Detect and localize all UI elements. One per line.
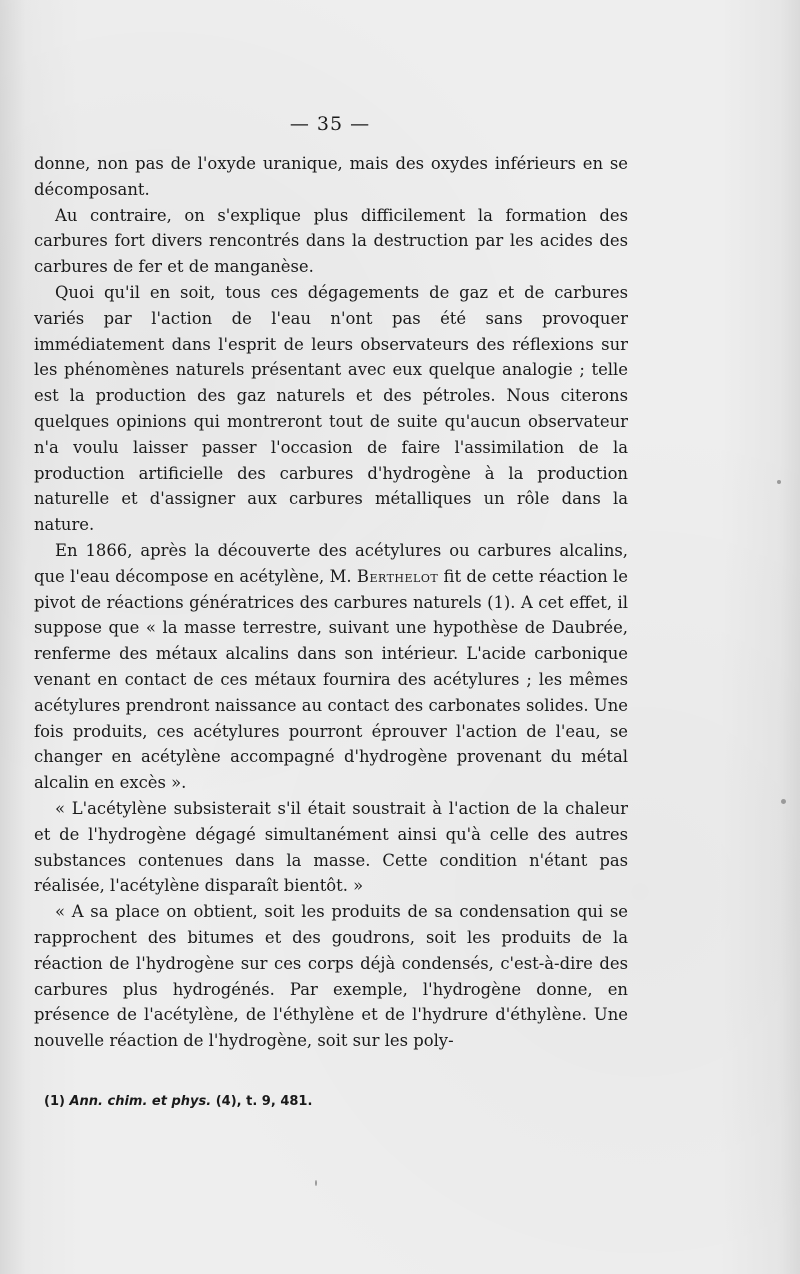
page-number: — 35 — xyxy=(289,113,371,135)
paragraph-1: donne, non pas de l'oxyde uranique, mais des oxydes inférieurs en se décomposant. xyxy=(34,154,628,199)
paragraph-3: Quoi qu'il en soit, tous ces dégagements de gaz et de carbures variés par l'action de l'eau n'ont pas été sans provoquer immédiatement dans l'esprit de leurs observateurs des réflexions sur les phénomènes naturels présentant avec eux quelque analogie ; telle est la production des gaz naturels et des pétroles. Nous citerons quelques opinions qui montreront tout de suite qu'aucun observateur n'a voulu laisser passer l'occasion de faire l'assimilation de la production artificielle des carbures d'hydrogène à la production naturelle et d'assigner aux carbures métalliques un rôle dans la nature. xyxy=(34,282,628,535)
footnote-marker: (1) xyxy=(44,1094,65,1109)
footnote xyxy=(44,1094,312,1109)
author-name: Berthelot xyxy=(356,566,439,586)
body-text xyxy=(34,151,628,1054)
paper-speck xyxy=(315,1180,317,1186)
paragraph-2: Au contraire, on s'explique plus difficilement la formation des carbures fort divers rencontrés dans la destruction par les acides des carbures de fer et de manganèse. xyxy=(34,205,628,277)
footnote-reference: (4), t. 9, 481. xyxy=(215,1094,313,1109)
paragraph-4-start: En 1866, après la découverte des acétylures ou carbures alcalins, que l'eau décompose en acétylène, M. xyxy=(34,540,628,586)
footnote-source: Ann. chim. et phys. xyxy=(69,1094,212,1109)
paragraph-5: « L'acétylène subsisterait s'il était soustrait à l'action de la chaleur et de l'hydrogène dégagé simultanément ainsi qu'à celle des autres substances contenues dans la masse. Cette condition n'étant pas réalisée, l'acétylène disparaît bientôt. » xyxy=(34,798,628,896)
paragraph-4-rest: fit de cette réaction le pivot de réactions génératrices des carbures naturels (1). A cet effet, il suppose que « la masse terrestre, suivant une hypothèse de Daubrée, renferme des métaux alcalins dans son intérieur. L'acide carbonique venant en contact de ces métaux fournira des acétylures ; les mêmes acétylures prendront naissance au contact des carbonates solides. Une fois produits, ces acétylures pourront éprouver l'action de l'eau, se changer en acétylène accompagné d'hydrogène provenant du métal alcalin en excès ». xyxy=(34,566,628,793)
paragraph-6: « A sa place on obtient, soit les produits de sa condensation qui se rapprochent des bitumes et des goudrons, soit les produits de la réaction de l'hydrogène sur ces corps déjà condensés, c'est-à-dire des carbures plus hydrogénés. Par exemple, l'hydrogène donne, en présence de l'acétylène, de l'éthylène et de l'hydrure d'éthylène. Une nouvelle réaction de l'hydrogène, soit sur les poly- xyxy=(34,902,628,1051)
paper-speck xyxy=(777,480,781,484)
paper-speck xyxy=(781,799,786,804)
paragraph-4 xyxy=(34,538,628,796)
